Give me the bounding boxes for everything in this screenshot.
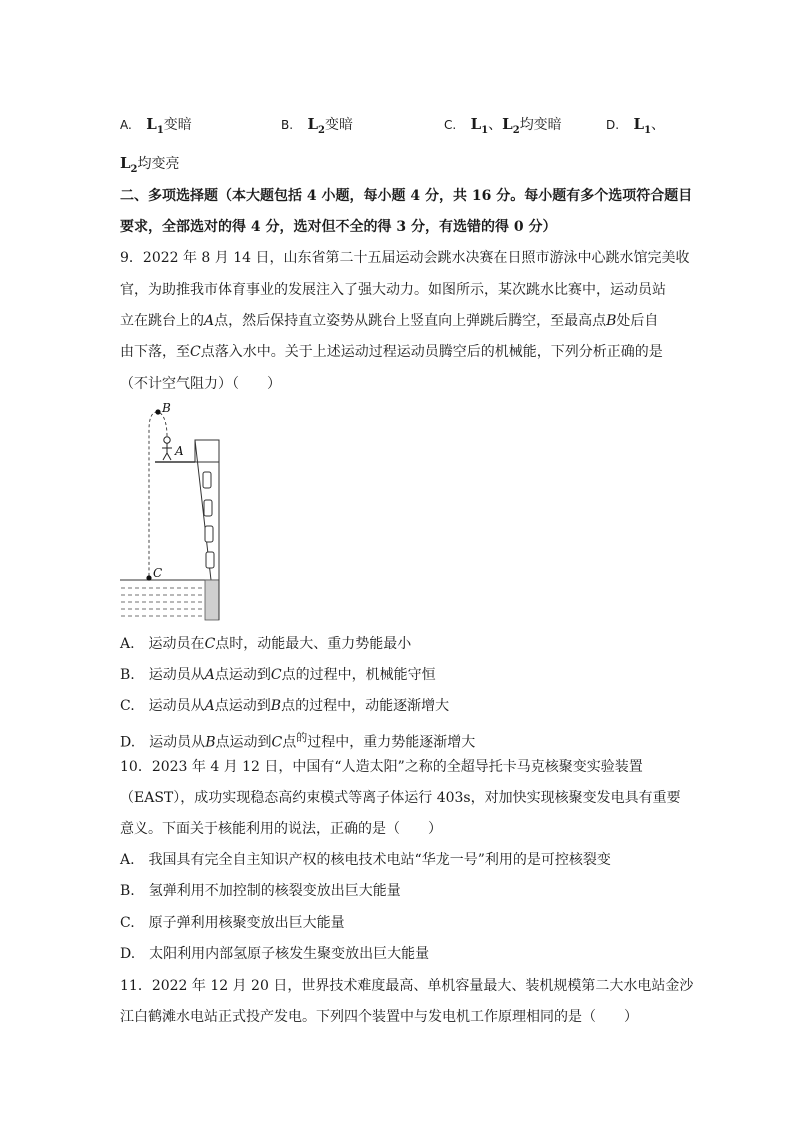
q10-stem-line1: 10．2023 年 4 月 12 日，中国有“人造太阳”之称的全超导托卡马克核聚变实验装置 bbox=[120, 759, 643, 775]
q9-diving-figure bbox=[115, 400, 225, 622]
q11-stem-line1: 11．2022 年 12 月 20 日，世界技术难度最高、单机容量最大、装机规模第二大水电站金沙 bbox=[120, 978, 694, 994]
q9-stem-line2: 官，为助推我市体育事业的发展注入了强大动力。如图所示，某次跳水比赛中，运动员站 bbox=[120, 282, 666, 298]
q9-stem-line4: 由下落，至C点落入水中。关于上述运动过程运动员腾空后的机械能，下列分析正确的是 bbox=[120, 344, 663, 360]
q8-option-b: B. $L_2$变暗 bbox=[281, 115, 354, 136]
point-b bbox=[155, 409, 160, 414]
diver-person-icon bbox=[162, 437, 172, 460]
q8-option-c: C. $L_1$、$L_2$均变暗 bbox=[444, 115, 562, 136]
q10-option-b: B. 氢弹利用不加控制的核裂变放出巨大能量 bbox=[120, 883, 401, 899]
q9-stem-line1: 9．2022 年 8 月 14 日，山东省第二十五届运动会跳水决赛在日照市游泳中心跳水馆完美收 bbox=[120, 250, 690, 266]
section2-heading-line2: 要求，全部选对的得 4 分，选对但不全的得 3 分，有选错的得 0 分） bbox=[120, 219, 557, 235]
q9-option-a: A. 运动员在C点时，动能最大、重力势能最小 bbox=[120, 636, 412, 652]
q9-option-d: D. 运动员从B点运动到C点$^的$过程中，重力势能逐渐增大 bbox=[120, 731, 476, 751]
label-b: B bbox=[162, 401, 171, 415]
q9-option-c: C. 运动员从A点运动到B点的过程中，动能逐渐增大 bbox=[120, 698, 450, 714]
q10-option-a: A. 我国具有完全自主知识产权的核电技术电站“华龙一号”利用的是可控核裂变 bbox=[120, 852, 611, 868]
tower-base bbox=[205, 580, 219, 620]
q10-stem-line3: 意义。下面关于核能利用的说法，正确的是（ ） bbox=[120, 821, 442, 837]
trajectory-path bbox=[149, 412, 167, 578]
q8-option-a: A. $L_1$变暗 bbox=[120, 115, 192, 136]
q10-option-d: D. 太阳利用内部氢原子核发生聚变放出巨大能量 bbox=[120, 946, 430, 962]
q8-option-d-part1: D. $L_1$、 bbox=[606, 115, 666, 136]
label-a: A bbox=[175, 444, 184, 458]
section2-heading-line1: 二、多项选择题（本大题包括 4 小题，每小题 4 分，共 16 分。每小题有多个选项符合题目 bbox=[120, 188, 693, 204]
q9-stem-line3: 立在跳台上的A点，然后保持直立姿势从跳台上竖直向上弹跳后腾空，至最高点B处后自 bbox=[120, 313, 659, 329]
q8-option-d-part2: $L_2$均变亮 bbox=[120, 154, 180, 175]
q10-stem-line2: （EAST），成功实现稳态高约束模式等离子体运行 403s，对加快实现核聚变发电具有重要 bbox=[120, 790, 681, 806]
q9-stem-line5: （不计空气阻力）（ ） bbox=[120, 376, 281, 392]
q10-option-c: C. 原子弹利用核聚变放出巨大能量 bbox=[120, 915, 345, 931]
label-c: C bbox=[153, 566, 163, 580]
q9-option-b: B. 运动员从A点运动到C点的过程中，机械能守恒 bbox=[120, 667, 436, 683]
point-c bbox=[146, 575, 151, 580]
water-dashes bbox=[121, 588, 205, 616]
q11-stem-line2: 江白鹤滩水电站正式投产发电。下列四个装置中与发电机工作原理相同的是（ ） bbox=[120, 1009, 638, 1025]
